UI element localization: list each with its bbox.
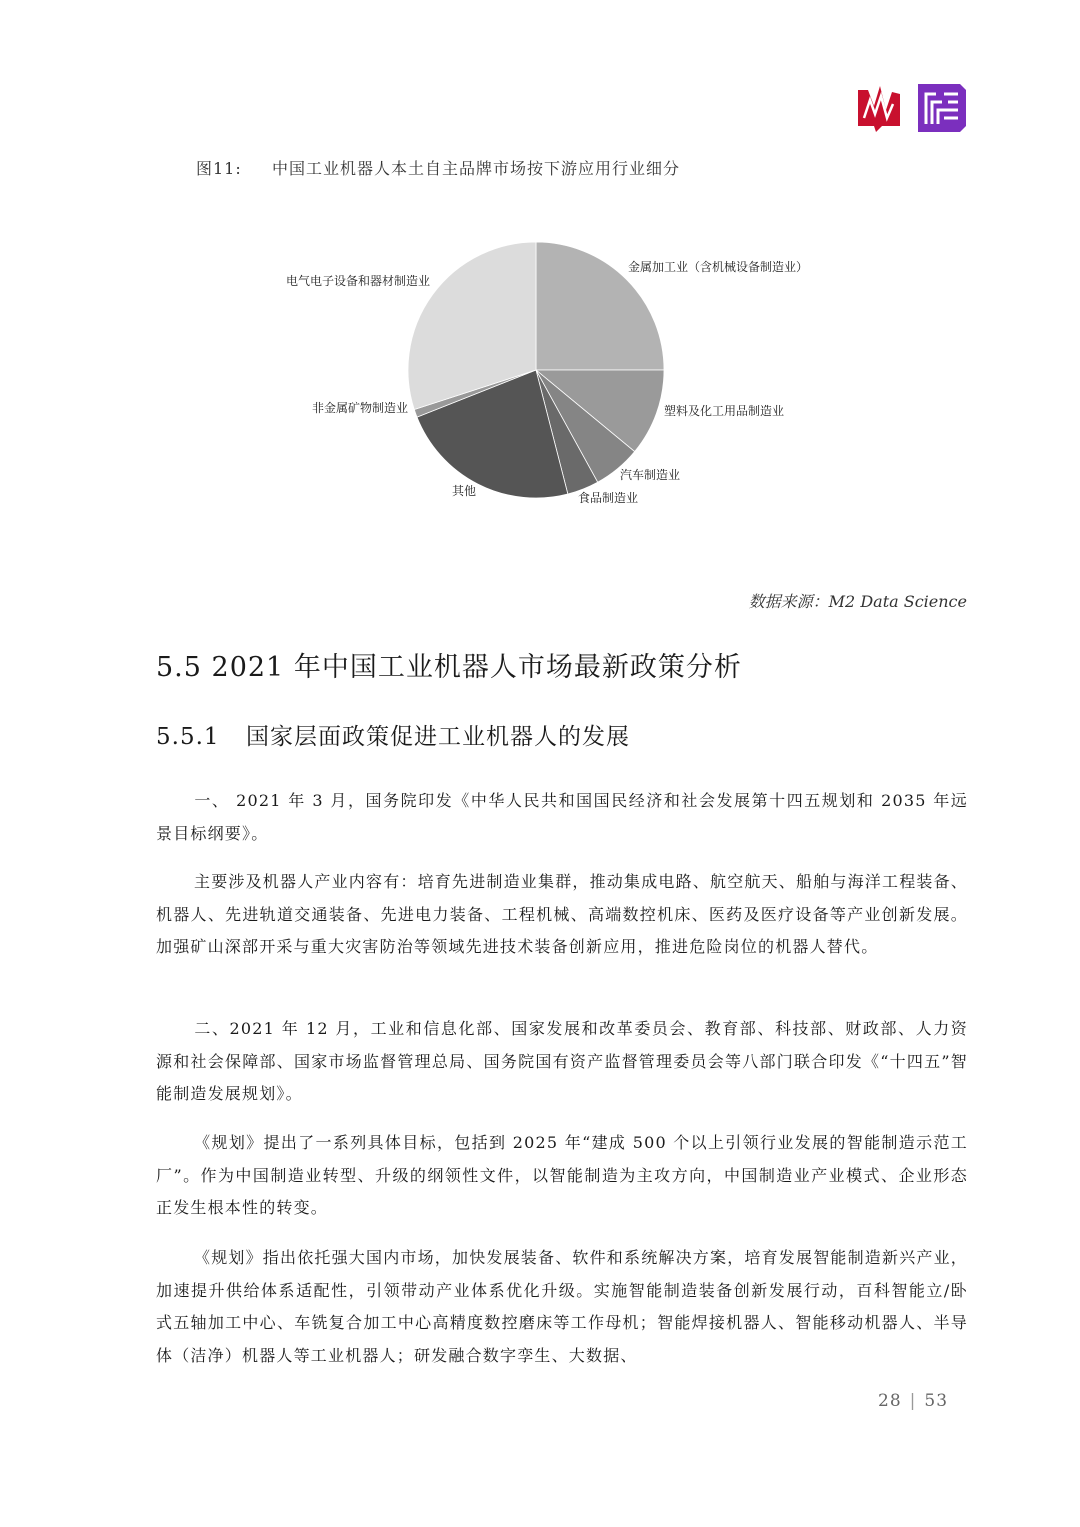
subsection-title: 国家层面政策促进工业机器人的发展	[246, 724, 630, 750]
pie-slice-label: 电气电子设备和器材制造业	[285, 274, 430, 288]
paragraph-2: 主要涉及机器人产业内容有：培育先进制造业集群，推动集成电路、航空航天、船舶与海洋工程装备、机器人、先进轨道交通装备、先进电力装备、工程机械、高端数控机床、医药及医疗设备等产业创新发展。加强矿山深部开采与重大灾害防治等领域先进技术装备创新应用，推进危险岗位的机器人替代。	[156, 872, 969, 956]
paragraph-1: 一、 2021 年 3 月，国务院印发《中华人民共和国国民经济和社会发展第十四五规划和 2035 年远景目标纲要》。	[156, 791, 968, 843]
page-total: 53	[924, 1391, 949, 1411]
page-number	[878, 1391, 948, 1411]
page-current: 28	[878, 1391, 902, 1411]
subsection-number: 5.5.1	[156, 724, 220, 750]
pie-chart	[230, 215, 870, 545]
pie-slice-label: 汽车制造业	[620, 468, 681, 482]
logo-mark-red	[858, 86, 900, 132]
figure-number: 图11:	[196, 159, 242, 178]
figure-caption	[196, 156, 680, 179]
data-source: 数据来源：M2 Data Science	[748, 592, 967, 611]
paragraph-5: 《规划》指出依托强大国内市场，加快发展装备、软件和系统解决方案，培育发展智能制造新兴产业，加速提升供给体系适配性，引领带动产业体系优化升级。实施智能制造装备创新发展行动，百科智能立/卧式五轴加工中心、车铣复合加工中心高精度数控磨床等工作母机；智能焊接机器人、智能移动机器人、半导体（洁净）机器人等工业机器人；研发融合数字孪生、大数据、	[156, 1248, 969, 1365]
pie-slice-label: 其他	[451, 484, 476, 498]
figure-title: 中国工业机器人本土自主品牌市场按下游应用行业细分	[272, 159, 681, 178]
pie-slice-label: 塑料及化工用品制造业	[664, 404, 785, 418]
section-heading: 5.5 2021 年中国工业机器人市场最新政策分析	[156, 652, 742, 683]
brand-logo	[856, 80, 968, 132]
pie-slice-label: 金属加工业（含机械设备制造业）	[628, 260, 809, 274]
pie-slice-label: 食品制造业	[578, 491, 639, 505]
pie-slice-label: 非金属矿物制造业	[311, 401, 408, 415]
paragraph-4: 《规划》提出了一系列具体目标，包括到 2025 年“建成 500 个以上引领行业发展的智能制造示范工厂”。作为中国制造业转型、升级的纲领性文件，以智能制造为主攻方向，中国制造业产业模式、企业形态正发生根本性的转变。	[156, 1133, 968, 1217]
subsection-heading	[156, 718, 630, 751]
page-separator: |	[909, 1391, 917, 1411]
paragraph-3: 二、2021 年 12 月，工业和信息化部、国家发展和改革委员会、教育部、科技部、财政部、人力资源和社会保障部、国家市场监督管理总局、国务院国有资产监督管理委员会等八部门联合印发《“十四五”智能制造发展规划》。	[156, 1019, 968, 1103]
